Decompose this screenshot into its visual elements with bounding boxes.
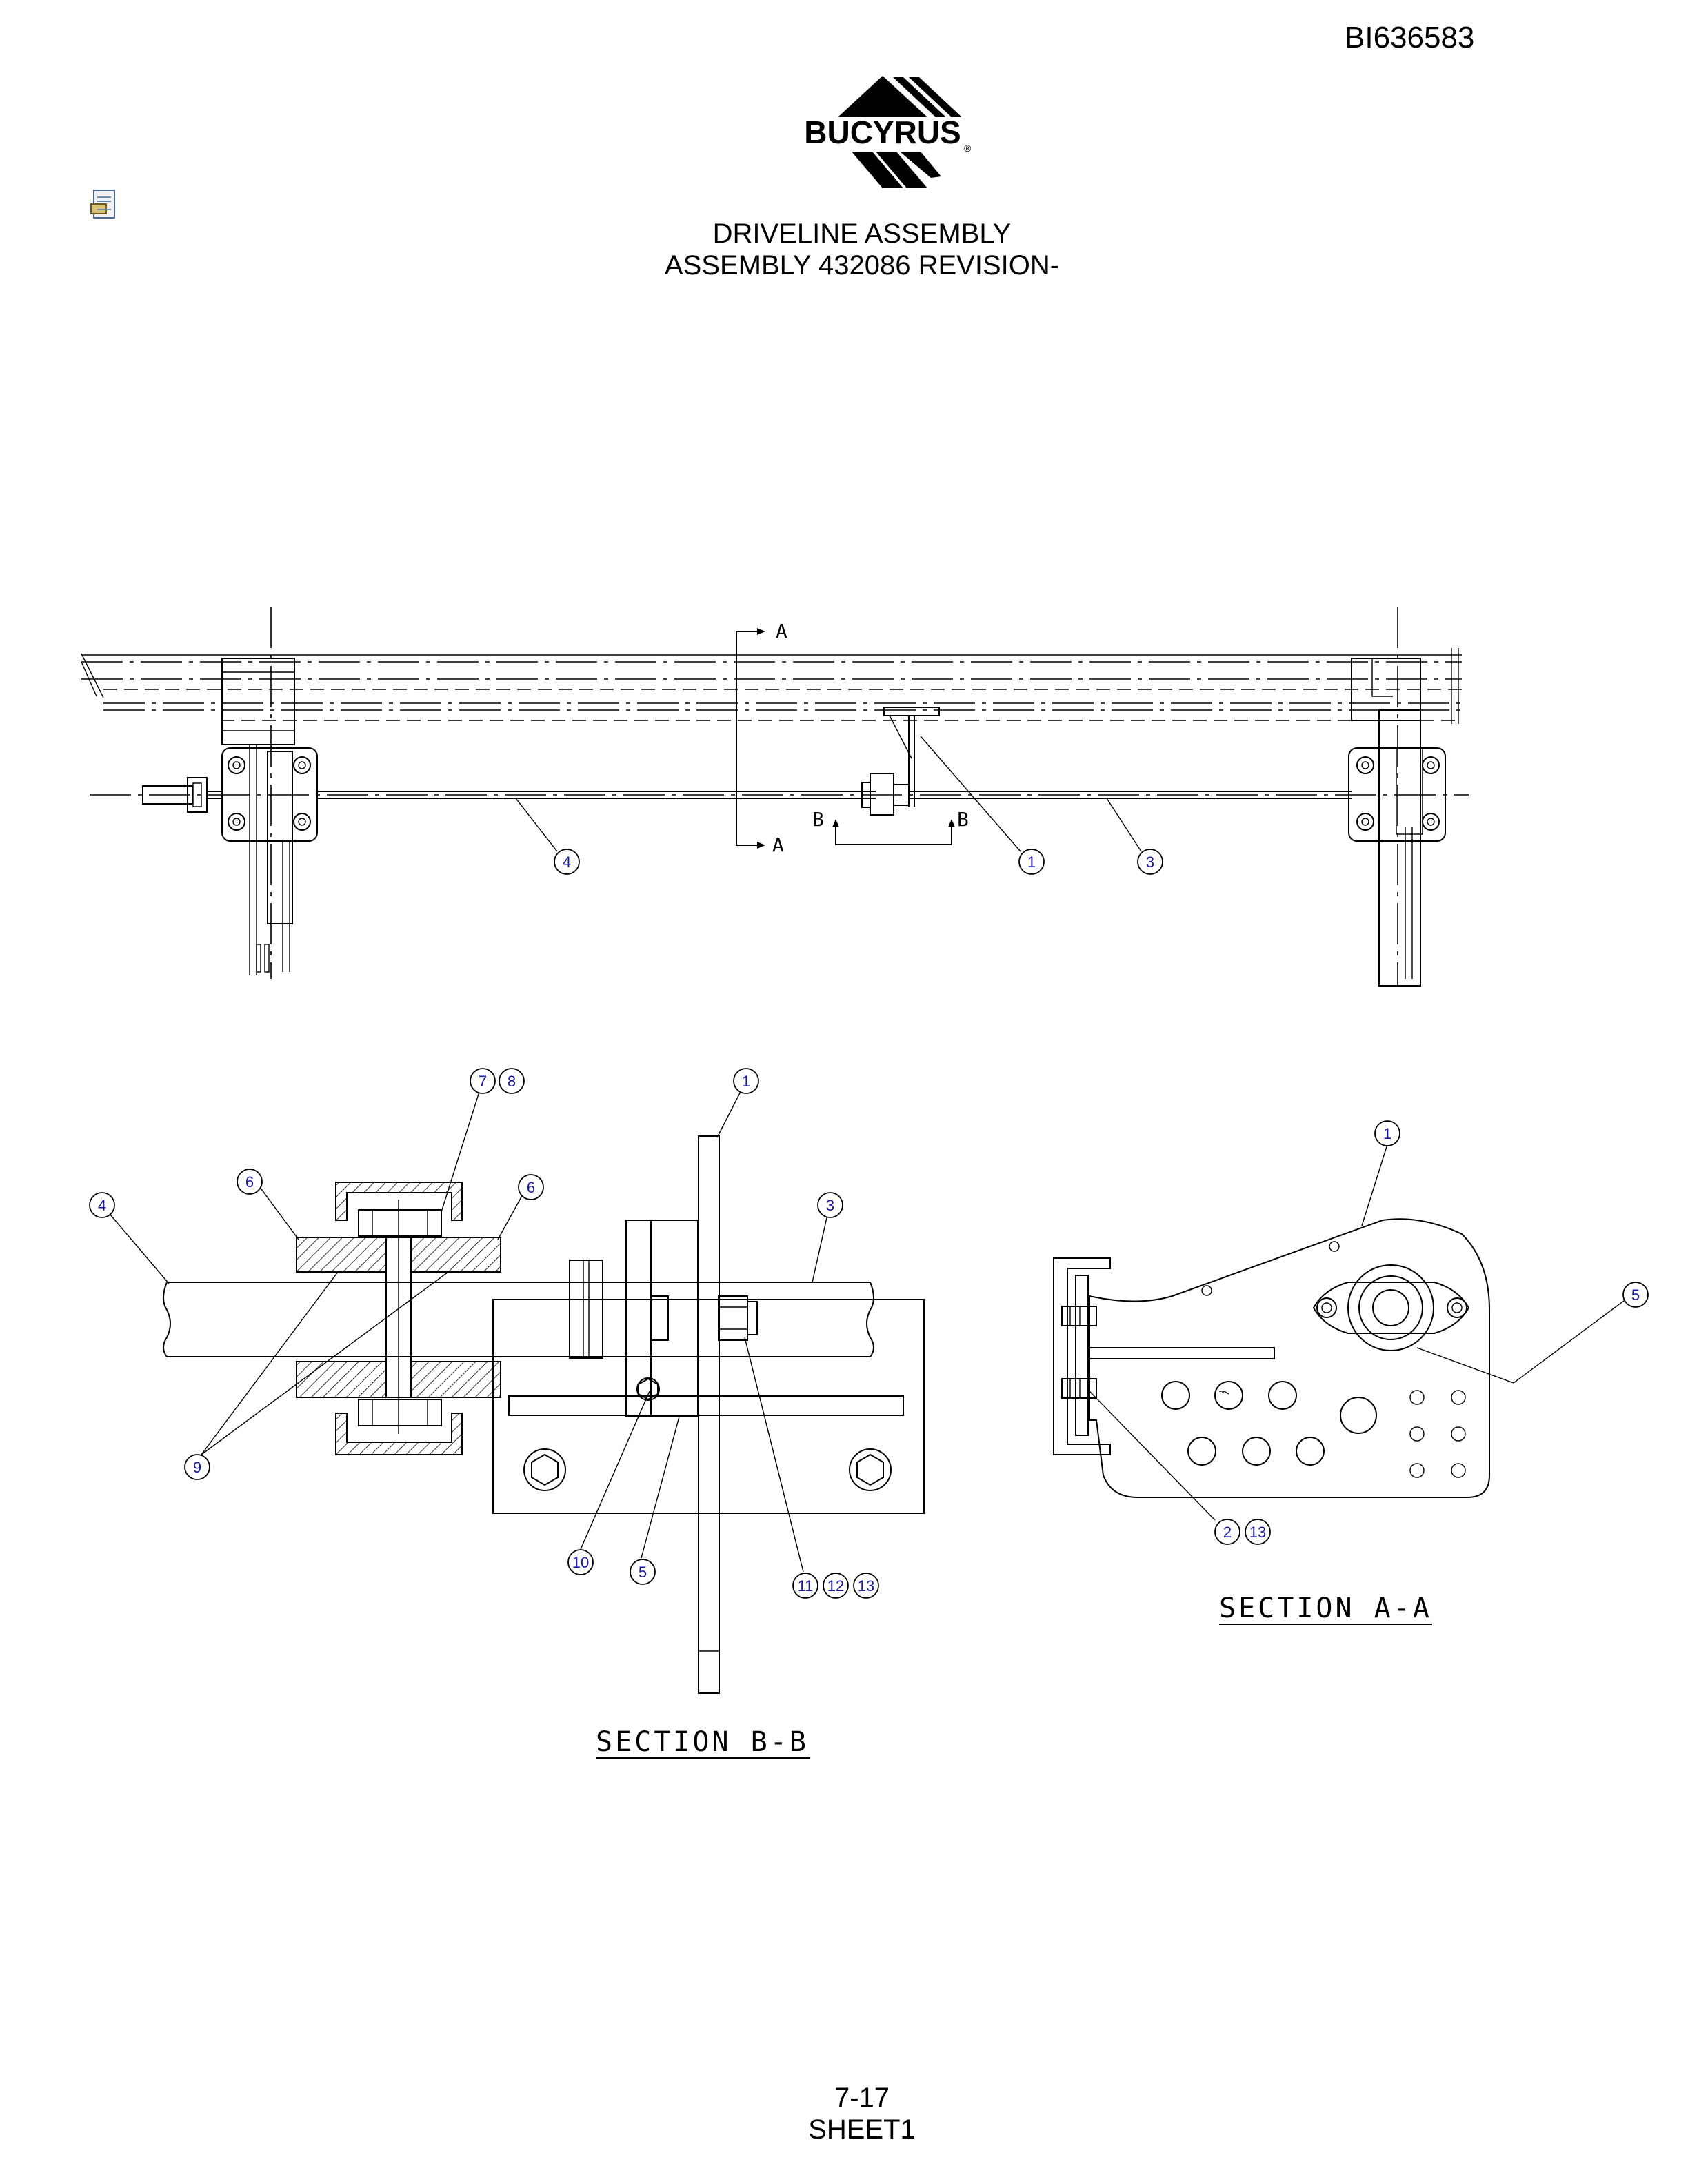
svg-text:4: 4 xyxy=(562,853,572,871)
balloon-item-4 xyxy=(90,1193,114,1217)
balloon-item-7 xyxy=(470,1069,495,1093)
balloon-item-2 xyxy=(1215,1519,1240,1544)
section-a-a xyxy=(1054,1121,1648,1624)
balloon-item-6 xyxy=(519,1175,543,1200)
svg-text:10: 10 xyxy=(572,1554,590,1571)
balloon-item-1 xyxy=(734,1069,758,1093)
svg-text:4: 4 xyxy=(97,1197,107,1214)
balloon-item-6 xyxy=(237,1169,262,1194)
svg-text:12: 12 xyxy=(827,1577,845,1595)
document-id: BI636583 xyxy=(1345,21,1475,54)
svg-text:5: 5 xyxy=(1631,1286,1640,1304)
svg-text:11: 11 xyxy=(797,1577,814,1595)
section-b-marker-left: B xyxy=(812,808,824,831)
balloon-item-1 xyxy=(1019,849,1044,874)
balloon-item-5 xyxy=(1623,1282,1648,1307)
title-line-2: ASSEMBLY 432086 REVISION- xyxy=(664,250,1060,281)
balloon-item-9 xyxy=(185,1455,210,1479)
balloon-item-3 xyxy=(1138,849,1163,874)
balloon-item-1 xyxy=(1375,1121,1400,1146)
logo-wordmark: BUCYRUS xyxy=(804,114,961,150)
logo-registered-mark: ® xyxy=(964,143,972,154)
balloon-item-8 xyxy=(499,1069,524,1093)
balloon-item-10 xyxy=(568,1550,593,1575)
section-a-a-label: SECTION A-A xyxy=(1219,1593,1432,1624)
page-footer xyxy=(0,2082,1688,2145)
section-a-marker-bottom: A xyxy=(772,833,784,856)
page-number: 7-17 xyxy=(834,2083,890,2113)
balloon-item-4 xyxy=(554,849,579,874)
svg-text:13: 13 xyxy=(1249,1524,1267,1541)
svg-text:7: 7 xyxy=(478,1073,488,1090)
balloon-item-5 xyxy=(630,1559,655,1584)
svg-text:9: 9 xyxy=(192,1459,202,1476)
section-b-b-label: SECTION B-B xyxy=(596,1726,809,1758)
svg-text:8: 8 xyxy=(507,1073,516,1090)
balloon-item-11 xyxy=(793,1573,818,1598)
balloon-item-13 xyxy=(1245,1519,1270,1544)
title-line-1: DRIVELINE ASSEMBLY xyxy=(712,219,1012,249)
svg-text:1: 1 xyxy=(741,1073,751,1090)
balloon-item-3 xyxy=(818,1193,843,1217)
svg-text:13: 13 xyxy=(857,1577,875,1595)
section-a-marker-top: A xyxy=(776,620,787,643)
svg-text:3: 3 xyxy=(1145,853,1155,871)
svg-text:3: 3 xyxy=(825,1197,835,1214)
balloon-item-12 xyxy=(823,1573,848,1598)
section-b-b xyxy=(90,1069,924,1758)
sheet-label: SHEET1 xyxy=(808,2114,916,2145)
section-b-marker-right: B xyxy=(957,808,969,831)
svg-text:1: 1 xyxy=(1383,1125,1392,1142)
svg-text:1: 1 xyxy=(1027,853,1036,871)
svg-text:6: 6 xyxy=(245,1173,254,1191)
svg-text:2: 2 xyxy=(1223,1524,1232,1541)
svg-text:5: 5 xyxy=(638,1564,647,1581)
top-view xyxy=(81,607,1469,986)
balloon-item-13 xyxy=(854,1573,878,1598)
svg-text:6: 6 xyxy=(526,1179,536,1196)
